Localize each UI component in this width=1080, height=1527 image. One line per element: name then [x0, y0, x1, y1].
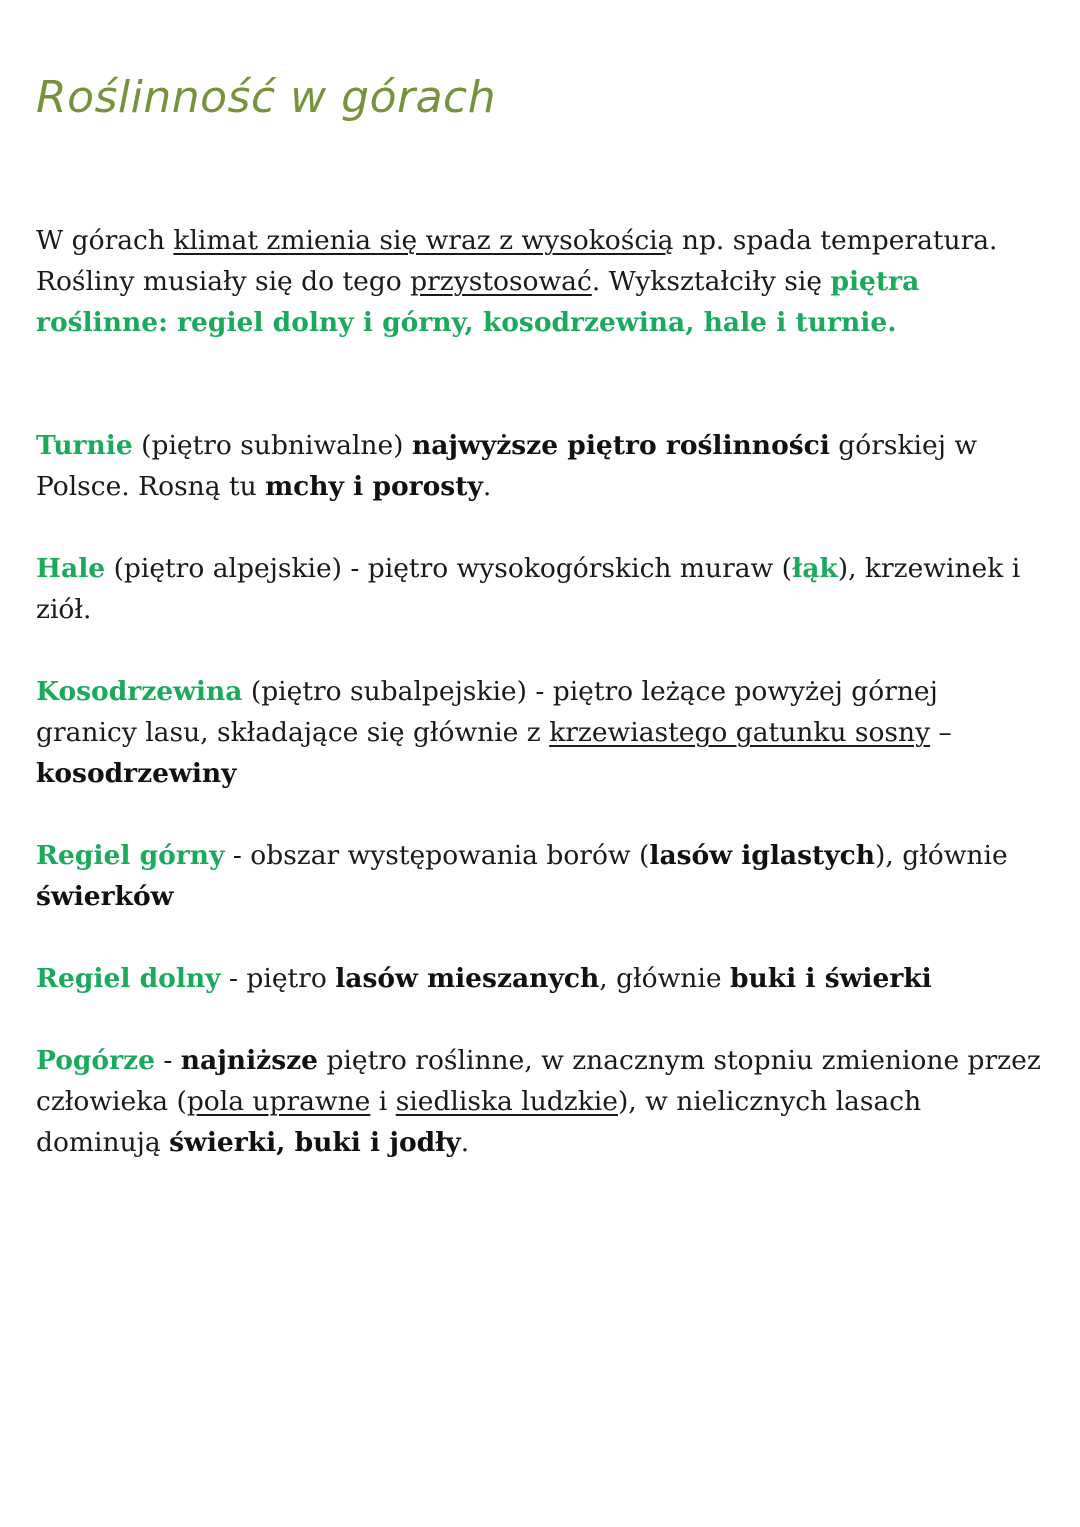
text-run: - obszar występowania borów ( — [224, 840, 650, 871]
text-run: piętro roślinne, w znacznym stopniu zmienione przez człowieka ( — [36, 1045, 1041, 1117]
text-run: i — [370, 1086, 396, 1117]
page-title: Roślinność w górach — [36, 72, 497, 123]
text-run: . Wykształciły się — [591, 266, 831, 297]
bold-text: lasów iglastych — [649, 840, 876, 871]
highlighted-term: Hale — [36, 553, 106, 584]
highlighted-term: Pogórze — [36, 1045, 155, 1076]
bold-text: mchy i porosty — [265, 471, 483, 502]
bold-text: najniższe — [180, 1045, 319, 1076]
paragraph-intro — [36, 220, 1046, 343]
highlighted-term: Regiel górny — [36, 840, 225, 871]
text-run: (piętro subniwalne) — [132, 430, 412, 461]
highlighted-term: Turnie — [36, 430, 133, 461]
text-run: . — [460, 1127, 470, 1158]
highlighted-term: Kosodrzewina — [36, 676, 243, 707]
highlighted-term: łąk — [792, 553, 838, 584]
paragraph-hale — [36, 548, 1046, 630]
bold-text: świerków — [36, 881, 174, 912]
text-run: ), w nielicznych lasach dominują — [36, 1086, 922, 1158]
underlined-text: krzewiastego gatunku sosny — [549, 717, 931, 748]
text-run: - piętro — [220, 963, 336, 994]
bold-text: najwyższe piętro roślinności — [411, 430, 830, 461]
bold-text: kosodrzewiny — [36, 758, 237, 789]
bold-text: buki i świerki — [729, 963, 932, 994]
text-run: (piętro subalpejskie) - piętro leżące powyżej górnej granicy lasu, składające się głównie z — [36, 676, 938, 748]
text-run: np. spada temperatura. Rośliny musiały się do tego — [36, 225, 998, 297]
text-run: - — [154, 1045, 181, 1076]
text-run: (piętro alpejskie) - piętro wysokogórskich muraw ( — [105, 553, 793, 584]
text-run: górskiej w Polsce. Rosną tu — [36, 430, 978, 502]
text-run: , głównie — [599, 963, 730, 994]
bold-text: świerki, buki i jodły — [169, 1127, 461, 1158]
paragraph-pogorze — [36, 1040, 1046, 1163]
bold-text: lasów mieszanych — [335, 963, 600, 994]
text-run: ), krzewinek i ziół. — [36, 553, 1021, 625]
highlighted-term: piętra roślinne: regiel dolny i górny, kosodrzewina, hale i turnie. — [36, 266, 920, 338]
text-run: . — [482, 471, 492, 502]
paragraph-kosodrzewina — [36, 671, 1046, 794]
underlined-text: siedliska ludzkie — [395, 1086, 618, 1117]
paragraph-turnie — [36, 425, 1046, 507]
underlined-text: klimat zmienia się wraz z wysokością — [173, 225, 674, 256]
paragraph-regiel-dolny — [36, 958, 1046, 999]
underlined-text: przystosować — [410, 266, 592, 297]
underlined-text: pola uprawne — [186, 1086, 371, 1117]
text-run: – — [930, 717, 952, 748]
text-run: ), głównie — [875, 840, 1008, 871]
document-body — [36, 220, 1046, 1204]
paragraph-regiel-gorny — [36, 835, 1046, 917]
text-run: W górach — [36, 225, 174, 256]
highlighted-term: Regiel dolny — [36, 963, 221, 994]
